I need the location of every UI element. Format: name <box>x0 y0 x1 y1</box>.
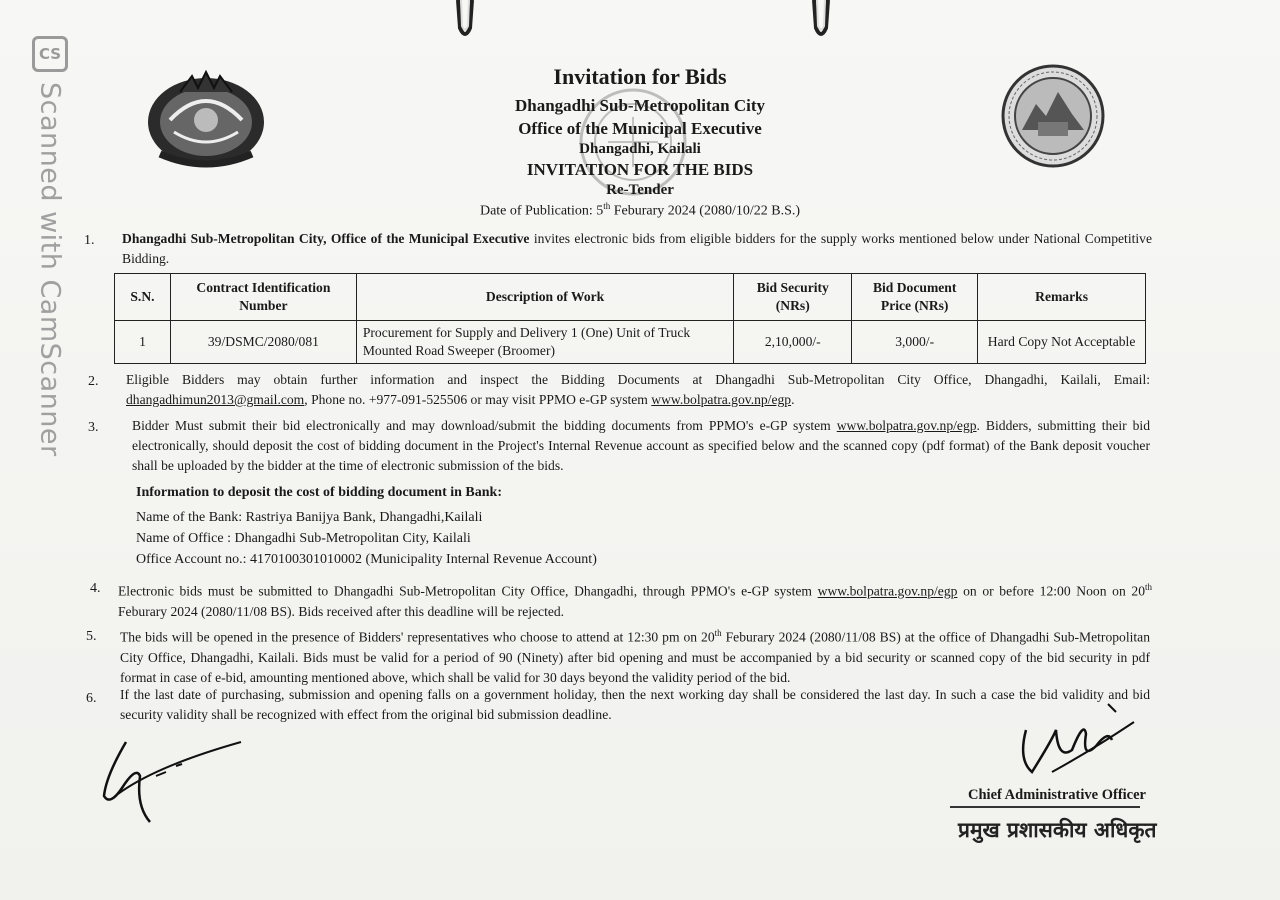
camscanner-logo-icon: CS <box>32 36 68 72</box>
signature-icon <box>1012 700 1138 788</box>
bank-name: Name of the Bank: Rastriya Banijya Bank, Dhangadhi,Kailali <box>136 510 483 525</box>
para-number: 2. <box>88 374 99 389</box>
publication-date: Date of Publication: 5th Feburary 2024 (2080/10/22 B.S.) <box>479 201 801 219</box>
issuer-name: Dhangadhi Sub-Metropolitan City <box>514 96 765 115</box>
paragraph-1: Dhangadhi Sub-Metropolitan City, Office of the Municipal Executive invites electronic bids from eligible bidders for the supply works mentioned below under National Competitive Bidding. <box>122 231 1152 266</box>
office-name: Name of Office : Dhangadhi Sub-Metropolitan City, Kailali <box>136 531 471 546</box>
office-account: Office Account no.: 4170100301010002 (Municipality Internal Revenue Account) <box>136 552 597 567</box>
para-number: 1. <box>84 233 95 248</box>
paragraph-3: Bidder Must submit their bid electronically and may download/submit the bidding documents from PPMO's e-GP system www.bolpatra.gov.np/egp. Bidders, submitting their bid electronically, should deposit the cost of bidding document in the Project's Internal Revenue account as specified below and the scanned copy (pdf format) of the Bank deposit voucher shall be uploaded by the bidder at the time of electronic submission of the bids. <box>132 418 1150 473</box>
para-number: 6. <box>86 691 97 706</box>
col-header-description: Description of Work <box>356 274 733 321</box>
retender-label: Re-Tender <box>606 182 674 198</box>
binder-clip-icon <box>808 0 834 40</box>
notice-heading: INVITATION FOR THE BIDS <box>526 160 754 179</box>
col-header-bid-security: Bid Security (NRs) <box>734 274 852 321</box>
para-number: 3. <box>88 420 99 435</box>
cell-remarks: Hard Copy Not Acceptable <box>978 321 1146 364</box>
egp-link[interactable]: www.bolpatra.gov.np/egp <box>651 392 792 407</box>
page-title: Invitation for Bids <box>553 64 727 89</box>
bid-table <box>114 273 1146 364</box>
cell-description: Procurement for Supply and Delivery 1 (One) Unit of Truck Mounted Road Sweeper (Broomer) <box>356 321 733 364</box>
egp-link[interactable]: www.bolpatra.gov.np/egp <box>817 583 958 599</box>
signatory-divider <box>950 806 1140 808</box>
email-link[interactable]: dhangadhimun2013@gmail.com <box>126 392 305 407</box>
bank-info-heading: Information to deposit the cost of bidding document in Bank: <box>136 485 502 500</box>
paragraph-5: The bids will be opened in the presence of Bidders' representatives who choose to attend at 12:30 pm on 20th Feburary 2024 (2080/11/08 BS) at the office of Dhangadhi Sub-Metropolitan City Office, Dhangadhi, Kailali. Bids must be valid for a period of 90 (Ninety) after bid opening and must be accompanied by a bid security or scanned copy of the bid security in pdf format in case of e-bid, amounting mentioned above, which shall be valid for 30 days beyond the validity period of the bid. <box>120 628 1150 685</box>
cell-contract: 39/DSMC/2080/081 <box>170 321 356 364</box>
cell-doc-price: 3,000/- <box>852 321 978 364</box>
cell-sn: 1 <box>115 321 171 364</box>
binder-clip-icon <box>452 0 478 40</box>
egp-link[interactable]: www.bolpatra.gov.np/egp <box>836 418 977 433</box>
signatory-title: Chief Administrative Officer <box>968 787 1146 803</box>
issuer-office: Office of the Municipal Executive <box>518 119 762 138</box>
para-number: 4. <box>90 581 101 596</box>
paragraph-2: Eligible Bidders may obtain further information and inspect the Bidding Documents at Dhangadhi Sub-Metropolitan City Office, Dhangadhi, Kailali, Email: dhangadhimun2013@gmail.com, Phone no. +977-091-525506 or may visit PPMO e-GP system www.bolpatra.gov.np/egp. <box>126 372 1150 407</box>
table-header-row <box>115 274 1146 321</box>
cell-bid-security: 2,10,000/- <box>734 321 852 364</box>
issuer-location: Dhangadhi, Kailali <box>579 141 701 157</box>
paragraph-6: If the last date of purchasing, submission and opening falls on a government holiday, then the next working day shall be considered the last day. In such a case the bid validity and bid security validity shall be recognized with effect from the original bid submission deadline. <box>120 687 1150 722</box>
col-header-sn: S.N. <box>115 274 171 321</box>
watermark-text: Scanned with CamScanner <box>34 82 66 457</box>
col-header-doc-price: Bid Document Price (NRs) <box>852 274 978 321</box>
col-header-contract: Contract Identification Number <box>170 274 356 321</box>
col-header-remarks: Remarks <box>978 274 1146 321</box>
paragraph-4: Electronic bids must be submitted to Dhangadhi Sub-Metropolitan City Office, Dhangadhi, through PPMO's e-GP system www.bolpatra.gov.np/egp on or before 12:00 Noon on 20th Feburary 2024 (2080/11/08 BS). Bids received after this deadline will be rejected. <box>118 582 1153 619</box>
para-number: 5. <box>86 629 97 644</box>
signatory-title-nepali: प्रमुख प्रशासकीय अधिकृत <box>958 818 1157 842</box>
table-row <box>115 321 1146 364</box>
signature-icon <box>96 736 246 828</box>
